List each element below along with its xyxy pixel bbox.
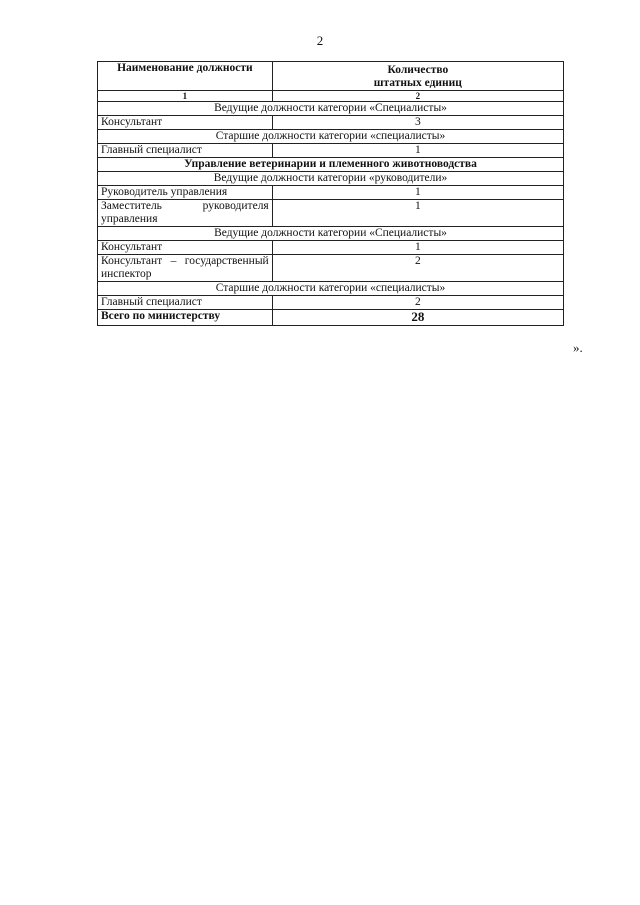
total-label: Всего по министерству: [98, 310, 273, 326]
unit-count: 1: [272, 200, 563, 227]
page-number: 2: [316, 33, 324, 48]
total-row: [98, 310, 564, 326]
section-row: [98, 227, 564, 241]
header-unit-count-line2: штатных единиц: [373, 77, 462, 89]
section-row: [98, 172, 564, 186]
position-name: Главный специалист: [98, 144, 273, 158]
header-unit-count-line1: Количество: [387, 64, 449, 76]
unit-count: 3: [272, 116, 563, 130]
section-title: Старшие должности категории «специалисты»: [98, 282, 564, 296]
table-row: [98, 296, 564, 310]
section-title: Старшие должности категории «специалисты»: [98, 130, 564, 144]
table-row: [98, 241, 564, 255]
table-row: [98, 200, 564, 227]
table-row: [98, 186, 564, 200]
table-row: [98, 144, 564, 158]
department-title: Управление ветеринарии и племенного животноводства: [98, 158, 564, 172]
section-title: Ведущие должности категории «Специалисты»: [98, 102, 564, 116]
section-title: Ведущие должности категории «Специалисты»: [98, 227, 564, 241]
header-unit-count: [272, 62, 563, 91]
section-row: [98, 282, 564, 296]
total-count: 28: [272, 310, 563, 326]
position-name: Руководитель управления: [98, 186, 273, 200]
position-name: Консультант – государственный инспектор: [98, 255, 273, 282]
unit-count: 1: [272, 144, 563, 158]
position-name: Консультант: [98, 241, 273, 255]
position-name: Главный специалист: [98, 296, 273, 310]
table-header-row: [98, 62, 564, 91]
table-row: [98, 255, 564, 282]
unit-count: 1: [272, 241, 563, 255]
staffing-table: [97, 61, 564, 326]
column-number-1: 1: [98, 91, 273, 102]
table-row: [98, 116, 564, 130]
unit-count: 2: [272, 255, 563, 282]
header-position-name: Наименование должности: [98, 62, 273, 91]
section-row: [98, 102, 564, 116]
closing-quote-mark: ».: [573, 340, 583, 355]
column-number-2: 2: [272, 91, 563, 102]
column-number-row: [98, 91, 564, 102]
unit-count: 1: [272, 186, 563, 200]
section-row: [98, 130, 564, 144]
department-row: [98, 158, 564, 172]
position-name: Консультант: [98, 116, 273, 130]
position-name: Заместитель руководителя управления: [98, 200, 273, 227]
unit-count: 2: [272, 296, 563, 310]
section-title: Ведущие должности категории «руководители»: [98, 172, 564, 186]
